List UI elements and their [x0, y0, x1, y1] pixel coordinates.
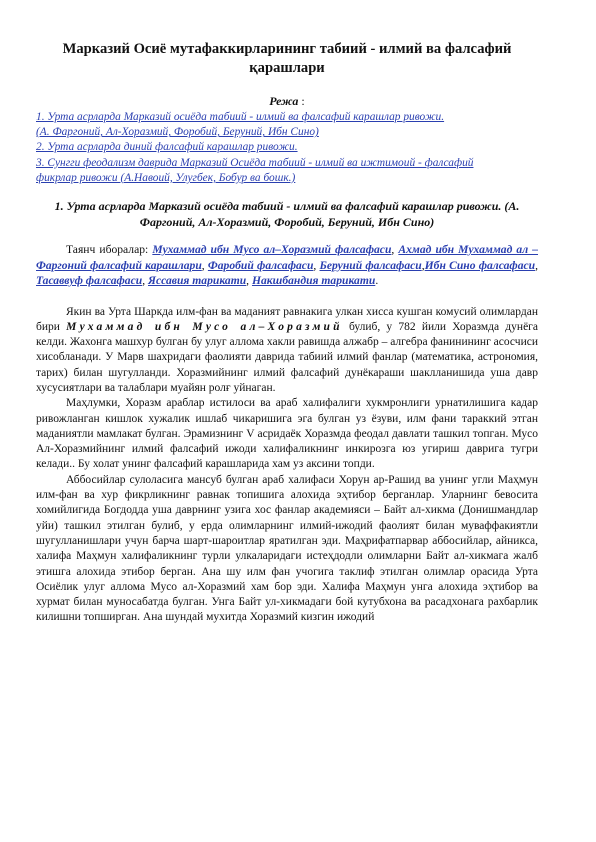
keyword-separator: . [375, 274, 379, 288]
keyword-link-fargoni[interactable]: Ахмад ибн Мухаммад ал – Фаргоний фалсафий карашлари [36, 243, 539, 272]
plan-item-2[interactable]: 2. Урта асрларда диний фалсафий карашлар ривожи. [36, 141, 298, 154]
body-paragraph-2: Маҳлумки, Хоразм араблар истилоси ва араб халифалиги хукмронлиги урнатилишига кадар ривожланган кишлок хужалик ишлаб чикаришига эга булган уз ёзуви, илм фани тараккий этган маданиятли мамлакат булган. Эрамизнинг V асридаёк Хоразмда феодал давлати ташкил топган. Мусо Ал-Хоразмийнинг илмий фалсафий ижоди халифаликнинг инкирозга юз угириш даврига тугри келади.. Бу холат унинг фалсафий карашларида хам уз аксини топди. [36, 397, 538, 471]
keyword-separator: , [535, 258, 538, 272]
plan-item-3-names[interactable]: фикрлар ривожи (А.Навоий, Улугбек, Бобур ва бошк.) [36, 171, 296, 184]
body-paragraph-1 [36, 305, 538, 397]
plan-list [36, 110, 538, 186]
keyword-link-yassaviya[interactable]: Яссавия тарикати [147, 274, 247, 288]
keyword-separator: , [142, 274, 148, 288]
section-heading: 1. Урта асрларда Марказий осиёда табиий - илмий ва фалсафий карашлар ривожи. (А. Фаргоний, Ал-Хоразмий, Форобий, Беруний, Ибн Сино) [54, 199, 520, 230]
keyword-separator: , [313, 258, 320, 272]
keyword-link-beruni[interactable]: Беруний фалсафаси [319, 258, 422, 272]
plan-item-1-names[interactable]: (А. Фаргоний, Ал-Хоразмий, Форобий, Беруний, Ибн Сино) [36, 126, 319, 139]
paragraph-1-text-a: Якин ва Урта Шаркда илм-фан ва маданият равнакига улкан хисса кушган комусий олимлардан бири [36, 305, 538, 333]
keywords-label: Таянч иборалар: [66, 243, 153, 257]
keyword-separator: , [421, 258, 425, 272]
keyword-link-farobi[interactable]: Фаробий фалсафаси [207, 258, 314, 272]
document-title: Марказий Осиё мутафаккирларининг табиий - илмий ва фалсафий қарашлари [62, 41, 512, 76]
keyword-link-tasavvuf[interactable]: Тасаввуф фалсафаси [36, 274, 143, 288]
plan-heading-text: Режа [269, 94, 299, 108]
keyword-link-naqshbandiya[interactable]: Накшбандия тарикати [251, 274, 376, 288]
keywords-paragraph [36, 242, 538, 289]
keyword-separator: , [391, 243, 399, 257]
plan-heading [36, 93, 538, 109]
keyword-separator: , [201, 258, 208, 272]
paragraph-1-text-b: булиб, у 782 йили Хоразмда дунёга келди. Жахонга машхур булган бу улуг аллома хакли равишда алжабр – алгебра фанинининг асосчиси хисобланади. У Марв шахридаги фаолияти даврида табиий илмий фанлар (математика, астрономия, тарих) билан шугулланди. Хоразмийнинг илмий фалсафий дунёкараши шаклланишида уша давр хусусиятлари ва талаблари муайян ролғ уйнаган. [36, 320, 538, 394]
keyword-link-khorazmi[interactable]: Мухаммад ибн Мусо ал–Хоразмий фалсафаси [152, 243, 392, 257]
keyword-link-ibn-sino[interactable]: Ибн Сино фалсафаси [424, 258, 536, 272]
plan-item-1[interactable]: 1. Урта асрларда Марказий осиёда табиий - илмий ва фалсафий карашлар ривожи. [36, 111, 445, 123]
keyword-separator: , [246, 274, 252, 288]
plan-heading-colon: : [298, 94, 305, 108]
khorazmi-name: Мухаммад ибн Мусо ал–Хоразмий [66, 320, 343, 333]
body-paragraph-3: Аббосийлар сулоласига мансуб булган араб халифаси Хорун ар-Рашид ва унинг угли Маҳмун илм-фан ва хур фикрликнинг равнак топишига алохида эҳтибор берганлар. Уларнинг бевосита хомийлигида Богдодда уша даврнинг узига хос фанлар академияси – Байт ал-хикма (Донишмандлар уйи) ташкил этилган булиб, у ерда олимларнинг илмий-ижодий фаолият билан муваффакиятли шугулланишлари учун барча шарт-шароитлар яратилган эди. Маҳрифатпарвар аббосийлар, айникса, халифа Маҳмун халифаликнинг турли улкаларидаги истеҳдодли олимларни Байт ал-хикмага жалб этишга алохида этибор берган. Ана шу илм фан учогига таклиф этилган олимлар орасида Урта Осиёлик улуг аллома Мусо ал-Хоразмий хам бор эди. Халифа Маҳмун унга алохида эҳтибор ва хурмат билан муносабатда булган. Унга Байт ул-хикмадаги бой кутубхона ва расадхонага рахбарлик килишни топширган. Ана шундай мухитда Хоразмий кизгин ижодий [36, 473, 538, 624]
plan-item-3[interactable]: 3. Сунгги феодализм даврида Марказий Осиёда табиий - илмий ва ижтимоий - фалсафий [36, 156, 474, 169]
